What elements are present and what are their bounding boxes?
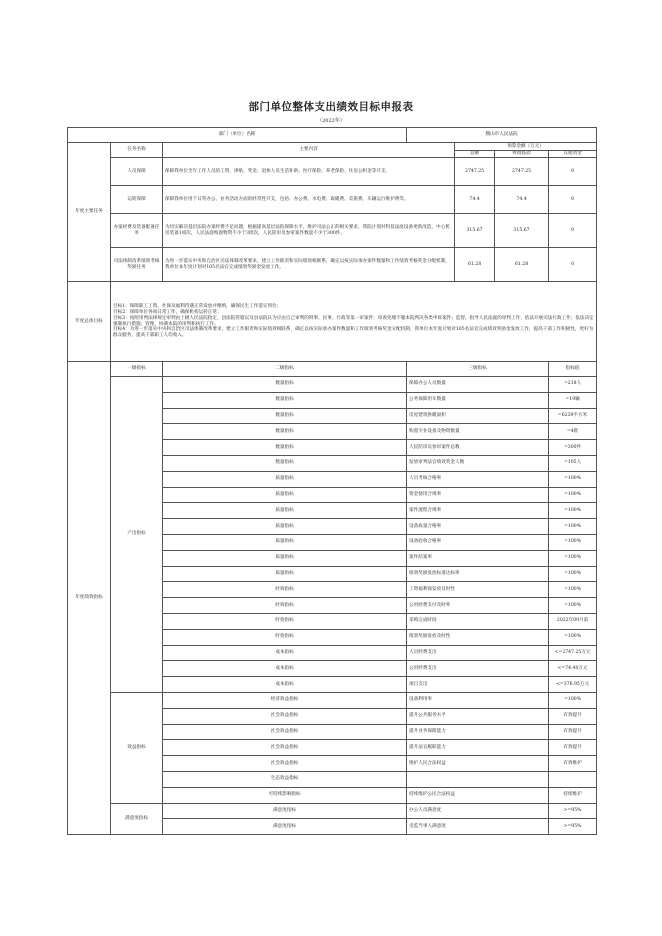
level2-indicator: 时效指标 [163, 613, 407, 629]
task-row [68, 158, 597, 186]
level3-indicator: 持续维护公民合法权益 [407, 787, 549, 803]
level2-indicator: 社会效益指标 [163, 724, 407, 740]
task-total: 61.28 [455, 248, 495, 282]
level3-indicator [407, 771, 549, 787]
level2-indicator: 社会效益指标 [163, 708, 407, 724]
level1-header: 一级指标 [111, 362, 163, 377]
task-total: 2747.25 [455, 158, 495, 186]
indicator-value: =105人 [549, 455, 597, 471]
other-funds-header: 其他资金 [549, 151, 597, 158]
level2-indicator: 成本指标 [163, 661, 407, 677]
level2-indicator: 质量指标 [163, 503, 407, 519]
indicator-value: =100% [549, 582, 597, 598]
indicator-row [68, 377, 597, 393]
annual-performance-label: 年度绩效指标 [68, 362, 111, 835]
level3-indicator: 房屋建筑供暖面积 [407, 408, 549, 424]
level3-indicator: 绩效奖励发放及时性 [407, 629, 549, 645]
level3-indicator: 案件结案率 [407, 550, 549, 566]
level3-indicator: 维护人民合法权益 [407, 756, 549, 772]
level3-indicator: 公务保障用车数量 [407, 392, 549, 408]
indicator-value: >=95% [549, 819, 597, 835]
level3-indicator: 公用经费支出 [407, 661, 549, 677]
indicator-value: =218人 [549, 377, 597, 393]
level2-indicator: 社会效益指标 [163, 740, 407, 756]
level2-indicator: 数量指标 [163, 377, 407, 393]
overall-goal-line: 目标2：保障单位各项日常工作，确保机构运转正常； [113, 309, 222, 315]
indicator-value: =100% [549, 629, 597, 645]
level2-indicator: 质量指标 [163, 487, 407, 503]
task-fiscal: 2747.25 [495, 158, 549, 186]
indicator-value: =19辆 [549, 392, 597, 408]
indicator-row [68, 803, 597, 819]
task-total: 74.4 [455, 186, 495, 214]
indicator-value: <=2747.25万元 [549, 645, 597, 661]
level3-indicator: 项目支出 [407, 677, 549, 693]
indicator-value: 有效维护 [549, 756, 597, 772]
task-row [68, 214, 597, 248]
level3-indicator: 提升法官履职能力 [407, 740, 549, 756]
level2-header: 二级指标 [163, 362, 407, 377]
task-other: 0 [549, 186, 597, 214]
indicator-value: =100% [549, 566, 597, 582]
budget-amount-header: 预算金额（万元） [455, 143, 597, 151]
main-content-header: 主要内容 [163, 143, 455, 158]
overall-goal-line: 目标1：保障职工工资、社保及福利待遇正常发放并缴纳，确保民生工作落实到位； [113, 303, 282, 309]
level3-indicator: 案件流程合规率 [407, 503, 549, 519]
level2-indicator: 质量指标 [163, 550, 407, 566]
indicator-value: =100% [549, 550, 597, 566]
task-fiscal: 74.4 [495, 186, 549, 214]
overall-goal-line: 目标4：为进一步落实中央和自治区司法体制改革要求，建立工作职责和实际绩效相联系，确定以按实际承办案件数量和工作绩效考核奖金分配机制，我单位本年度计划对105名法官完成绩效奖励金发放工作，提高干部工作积极性，更好为群众服务，提高干部职工人均收入。 [113, 327, 594, 339]
indicator-value: =6239平方米 [549, 408, 597, 424]
task-name: 司法体制改革绩效考核奖励任务 [111, 248, 163, 282]
task-total: 315.67 [455, 214, 495, 248]
total-header: 总额 [455, 151, 495, 158]
indicator-value: 有效提升 [549, 708, 597, 724]
level3-indicator: 工资福利保发放及时性 [407, 582, 549, 598]
task-content: 保障我单位用于日常办公、业务活动方面的经常性开支，包括：办公费、水电费、取暖费、差旅费、车辆运行维护费等。 [163, 186, 455, 214]
indicator-value: =4批 [549, 424, 597, 440]
level2-indicator: 时效指标 [163, 629, 407, 645]
task-name: 运转保障 [111, 186, 163, 214]
indicator-row [68, 692, 597, 708]
level3-header: 三级指标 [407, 362, 549, 377]
report-year: （2022年） [317, 118, 345, 124]
level3-indicator: 人民陪审员参审案件总数 [407, 440, 549, 456]
level1-indicator: 效益指标 [111, 692, 163, 803]
indicator-value: =100% [549, 487, 597, 503]
report-title: 部门单位整体支出绩效目标申报表 [248, 101, 414, 113]
task-content: 保障我单位全年工作人员的工资、津贴、奖金、退休人员生活补助、医疗保险、养老保险、住房公积金等开支。 [163, 158, 455, 186]
level3-indicator: 提升业务保障能力 [407, 724, 549, 740]
annual-tasks-label: 年度主要任务 [68, 143, 111, 282]
indicator-value: =100% [549, 503, 597, 519]
level2-indicator: 时效指标 [163, 598, 407, 614]
indicator-value: =300件 [549, 440, 597, 456]
indicator-value: =100% [549, 534, 597, 550]
indicator-value [549, 771, 597, 787]
level2-indicator: 数量指标 [163, 455, 407, 471]
task-content: 为切实解决基层法院办案经费不足问题，根据提高基层法院保障水平，维护司法公正的相关要求，我院计划对科技法庭设备更新改造，中心机房装备1项次，人民法庭购置物资不少于3批次，人民陪审员参审案件数量不少于300件。 [163, 214, 455, 248]
unit-name-value: 稷山市人民法院 [407, 128, 597, 143]
task-other: 0 [549, 214, 597, 248]
level2-indicator: 社会效益指标 [163, 756, 407, 772]
level2-indicator: 经济效益指标 [163, 692, 407, 708]
level1-indicator: 产出指标 [111, 377, 163, 693]
overall-goal-text [111, 282, 597, 362]
level2-indicator: 质量指标 [163, 471, 407, 487]
level3-indicator: 提升公共服务水平 [407, 708, 549, 724]
level2-indicator: 满意度指标 [163, 819, 407, 835]
task-fiscal: 315.67 [495, 214, 549, 248]
level3-indicator: 绩效奖励发放标准达标率 [407, 566, 549, 582]
indicator-value: <=376.95万元 [549, 677, 597, 693]
level2-indicator: 质量指标 [163, 534, 407, 550]
level2-indicator: 质量指标 [163, 566, 407, 582]
level2-indicator: 生态效益指标 [163, 771, 407, 787]
task-name: 人员保障 [111, 158, 163, 186]
indicator-value: =100% [549, 471, 597, 487]
level3-indicator: 设备质量合格率 [407, 519, 549, 535]
indicator-value: 持续维护 [549, 787, 597, 803]
level2-indicator: 数量指标 [163, 440, 407, 456]
level3-indicator: 公用经费支付及时率 [407, 598, 549, 614]
level1-indicator: 满意度指标 [111, 803, 163, 835]
level3-indicator: 购置专业设备及物资数量 [407, 424, 549, 440]
overall-goal-line: 目标3：按照审判法律规定审判由上级人民法院指定、县法院管辖以及县法院认为应由自己审判的刑事、民事、行政等第一审案件；审查处理不服本院判决各类申诉案件；监督、指导人民法庭的审判工作；依法开展司法行政工作；依法决定强制执行措施；管理、协调本院的审判和执行工作。 [113, 315, 594, 327]
level3-indicator: 资金使用合规率 [407, 487, 549, 503]
fiscal-header: 财政拨款 [495, 151, 549, 158]
level3-indicator: 设备验收合格率 [407, 534, 549, 550]
task-row [68, 248, 597, 282]
indicator-value: =100% [549, 519, 597, 535]
indicator-value: =100% [549, 598, 597, 614]
indicator-value: >=95% [549, 803, 597, 819]
task-content: 为进一步落实中央和自治区司法体制改革要求，建立工作职责和实际绩效相联系，确定以按实际承办案件数量和工作绩效考核奖金分配机制，我单位本年度计划对105名法官完成绩效奖励金发放工作。 [163, 248, 455, 282]
indicator-value: <=74.40万元 [549, 661, 597, 677]
indicator-value: =100% [549, 692, 597, 708]
level2-indicator: 数量指标 [163, 408, 407, 424]
task-row [68, 186, 597, 214]
level3-indicator: 采购完成时间 [407, 613, 549, 629]
level3-indicator: 发放审判法官绩效奖金人数 [407, 455, 549, 471]
level2-indicator: 数量指标 [163, 424, 407, 440]
level3-indicator: 人员考核合格率 [407, 471, 549, 487]
indicator-value-header: 指标值 [549, 362, 597, 377]
level2-indicator: 时效指标 [163, 582, 407, 598]
level3-indicator: 设备利用率 [407, 692, 549, 708]
level2-indicator: 质量指标 [163, 519, 407, 535]
indicator-value: 有效提升 [549, 724, 597, 740]
task-name: 办案经费及装备配备任务 [111, 214, 163, 248]
indicator-value: 有效提升 [549, 740, 597, 756]
level3-indicator: 保障办公人员数量 [407, 377, 549, 393]
overall-goal-label: 年度总体目标 [68, 282, 111, 362]
level2-indicator: 成本指标 [163, 677, 407, 693]
level2-indicator: 成本指标 [163, 645, 407, 661]
level2-indicator: 数量指标 [163, 392, 407, 408]
indicator-value: 2022年09月前 [549, 613, 597, 629]
level2-indicator: 满意度指标 [163, 803, 407, 819]
task-other: 0 [549, 158, 597, 186]
level3-indicator: 办公人员满意度 [407, 803, 549, 819]
performance-table [67, 127, 597, 835]
unit-name-label: 部门（单位）名称 [68, 128, 407, 143]
level2-indicator: 可持续影响指标 [163, 787, 407, 803]
task-other: 0 [549, 248, 597, 282]
task-fiscal: 61.28 [495, 248, 549, 282]
level3-indicator: 受监当事人满意度 [407, 819, 549, 835]
level3-indicator: 人员经费支出 [407, 645, 549, 661]
task-name-header: 任务名称 [111, 143, 163, 158]
